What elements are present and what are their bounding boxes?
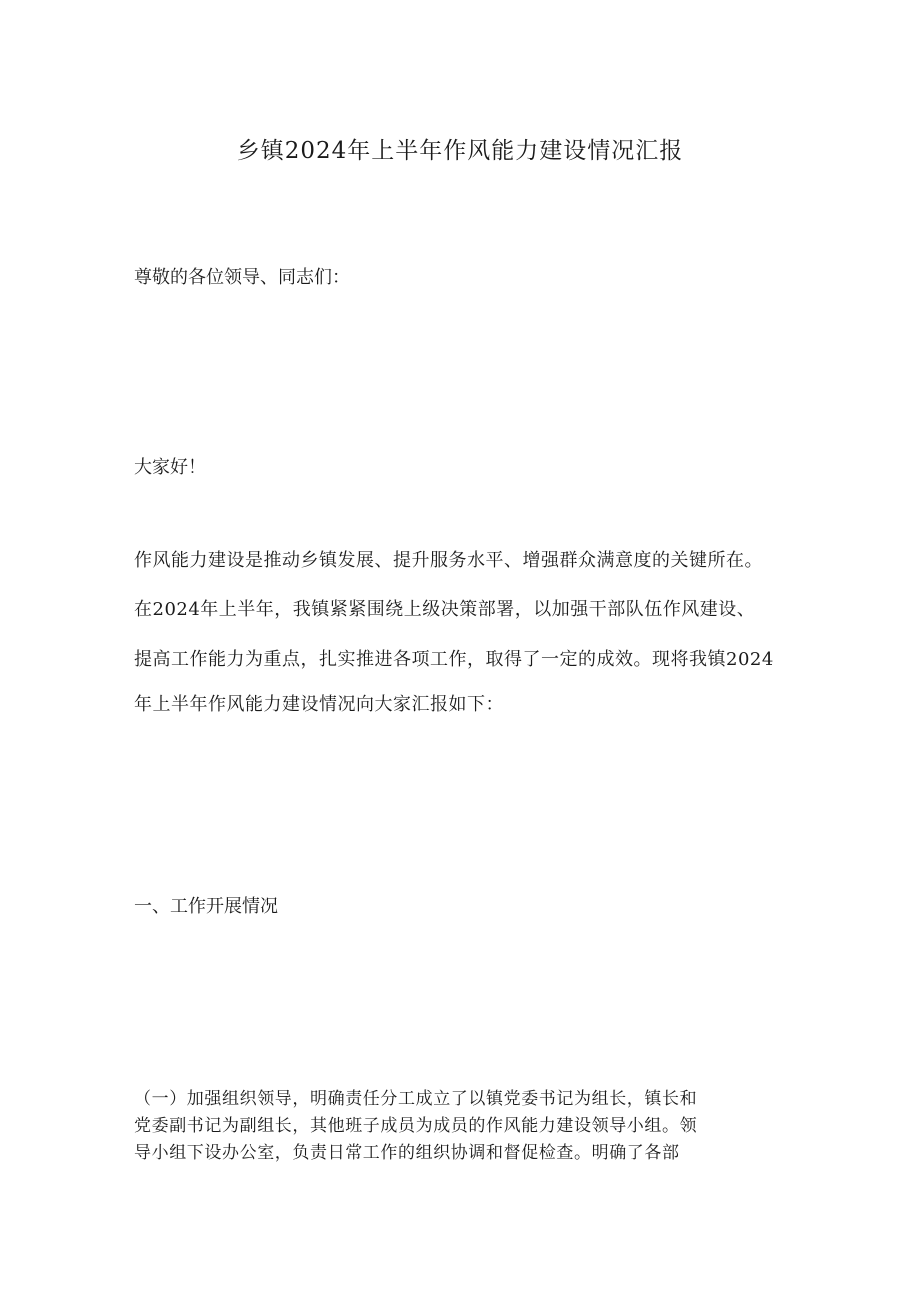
intro-line-3: 提高工作能力为重点，扎实推进各项工作，取得了一定的成效。现将我镇2024 bbox=[134, 649, 774, 670]
intro-line-4: 年上半年作风能力建设情况向大家汇报如下： bbox=[134, 694, 504, 715]
subsection-line-2: 党委副书记为副组长，其他班子成员为成员的作风能力建设领导小组。领 bbox=[134, 1116, 698, 1136]
salutation: 尊敬的各位领导、同志们： bbox=[134, 267, 350, 288]
intro-line-1: 作风能力建设是推动乡镇发展、提升服务水平、增强群众满意度的关键所在。 bbox=[134, 550, 763, 571]
intro-line-2: 在2024年上半年，我镇紧紧围绕上级决策部署，以加强干部队伍作风建设、 bbox=[134, 599, 756, 620]
document-title: 乡镇2024年上半年作风能力建设情况汇报 bbox=[236, 138, 684, 164]
subsection-line-3: 导小组下设办公室，负责日常工作的组织协调和督促检查。明确了各部 bbox=[134, 1143, 680, 1163]
subsection-line-1: （一）加强组织领导，明确责任分工成立了以镇党委书记为组长，镇长和 bbox=[134, 1089, 698, 1109]
section-heading: 一、工作开展情况 bbox=[134, 896, 278, 917]
greeting: 大家好！ bbox=[134, 457, 206, 478]
